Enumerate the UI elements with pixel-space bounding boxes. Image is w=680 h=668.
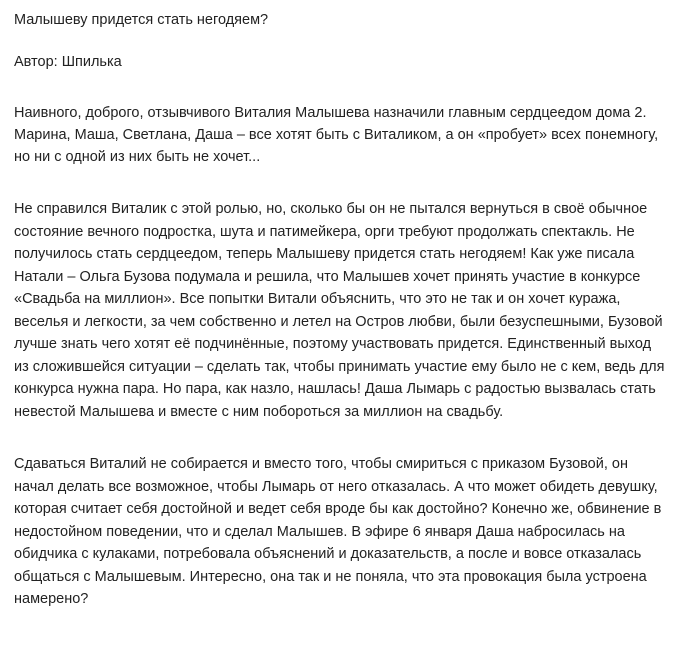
article-paragraph-2: Сдаваться Виталий не собирается и вместо того, чтобы смириться с приказом Бузовой, он начал делать все возможное, чтобы Лымарь от него отказалась. А что может обидеть девушку, которая считает себя достойной и ведет себя вроде бы как достойно? Конечно же, обвинение в недостойном поведении, что и сделал Малышев. В эфире 6 января Даша набросилась на обидчика с кулаками, потребовала объяснений и доказательств, а после и вовсе отказалась общаться с Малышевым. Интересно, она так и не поняла, что эта провокация была устроена намерено? (14, 456, 662, 607)
article-paragraph-1: Не справился Виталик с этой ролью, но, сколько бы он не пытался вернуться в своё обычное состояние вечного подростка, шута и патимейкера, орги требуют продолжать спектакль. Не получилось стать сердцеедом, теперь Малышеву придется стать негодяем! Как уже писала Натали – Ольга Бузова подумала и решила, что Малышев хочет принять участие в конкурсе «Свадьба на миллион». Все попытки Витали объяснить, что это не так и он хочет куража, веселья и легкости, за чем собственно и летел на Остров любви, были безуспешными, Бузовой лучше знать чего хотят её подчинённые, поэтому участвовать придется. Единственный выход из сложившейся ситуации – сделать так, чтобы принимать участие ему было не с кем, ведь для конкурса нужна пара. Но пара, как назло, нашлась! Даша Лымарь с радостью вызвалась стать невестой Малышева и вместе с ним побороться за миллион на свадьбу. (14, 201, 665, 420)
article-lead: Наивного, доброго, отзывчивого Виталия Малышева назначили главным сердцеедом дома 2. Марина, Маша, Светлана, Даша – все хотят быть с Виталиком, а он «пробует» всех понемногу, но ни с одной из них быть не хочет... (14, 105, 659, 165)
page-title: Малышеву придется стать негодяем? (14, 12, 269, 28)
article-author: Автор: Шпилька (14, 54, 122, 70)
